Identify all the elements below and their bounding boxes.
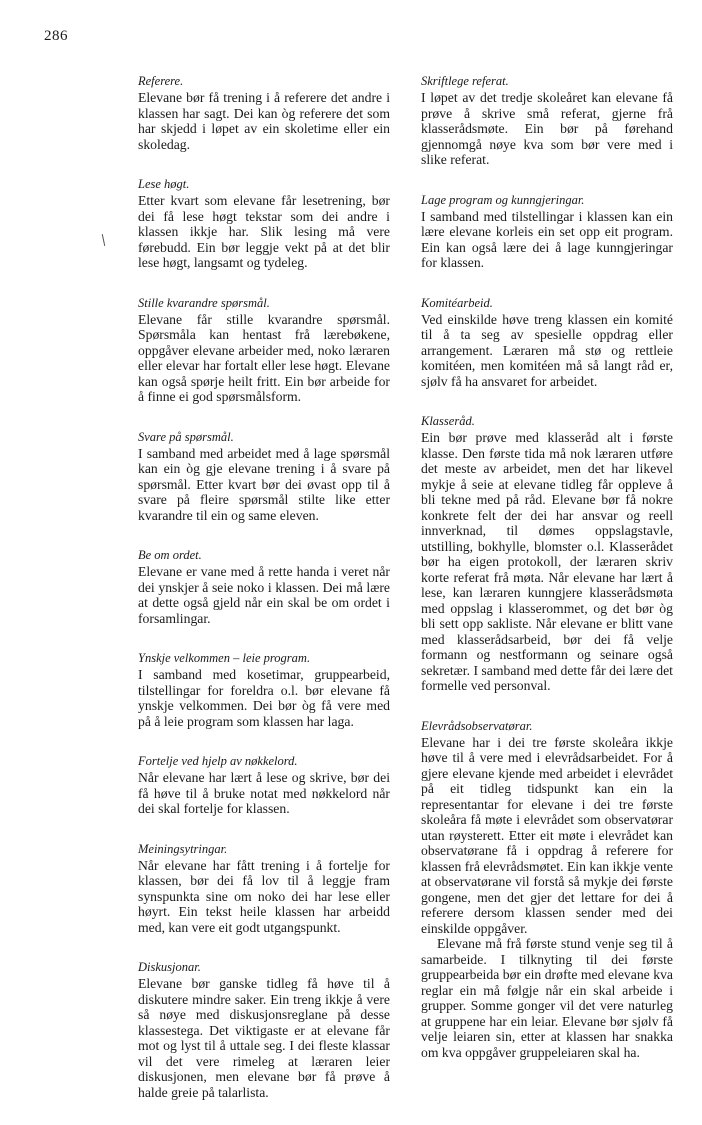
section-lese-hogt bbox=[138, 177, 390, 271]
section-title: Klasseråd. bbox=[421, 414, 475, 428]
section-title: Stille kvarandre spørsmål. bbox=[138, 295, 270, 310]
section-body bbox=[421, 430, 673, 694]
paragraph: Når elevane har lært å lese og skrive, bør dei få høve til å bruke notat med nøkkelord når dei skal fortelje for klassen. bbox=[138, 770, 390, 816]
paragraph: Elevane må frå første stund venje seg til å samarbeide. I tilknyting til dei første gruppearbeida bør ein drøfte med elevane kva reglar ein må følgje når ein skal arbeide i grupper. Somme gonger vil det vere naturleg at gruppene har ein leiar. Elevane bør sjølv få velje leiaren sin, etter at klassen har snakka om kva oppgåver gruppeleiaren skal ha. bbox=[421, 936, 673, 1060]
section-title: Referere. bbox=[138, 74, 184, 88]
section-lage-program bbox=[421, 193, 673, 271]
margin-pencil-mark bbox=[102, 234, 105, 246]
section-title: Elevrådsobservatørar. bbox=[421, 718, 533, 733]
paragraph: Elevane bør få trening i å referere det andre i klassen har sagt. Dei kan òg referere det som har skjedd i løpet av ein skoletime eller ein skoledag. bbox=[138, 90, 390, 152]
page-number: 286 bbox=[44, 28, 68, 44]
paragraph: I samband med arbeidet med å lage spørsmål kan ein òg gje elevane trening i å svare på spørsmål. Etter kvart bør dei øvast opp til å svare på fleire spørsmål stilte like etter kvarandre til ein og same eleven. bbox=[138, 445, 390, 523]
section-body bbox=[138, 858, 390, 936]
section-meiningsytringar bbox=[138, 842, 390, 936]
section-fortelje-nokkelord bbox=[138, 754, 390, 817]
section-referere bbox=[138, 74, 390, 152]
section-title: Lese høgt. bbox=[138, 177, 190, 191]
paragraph: Ved einskilde høve treng klassen ein komité til å ta seg av spesielle oppdrag eller arrangement. Læraren må stø og rettleie komitéen, men komitéen må så langt råd er, sjølv få ha ansvaret for arbeidet. bbox=[421, 311, 673, 389]
paragraph: Etter kvart som elevane får lesetrening, bør dei få lese høgt tekstar som dei andre i klassen ikkje har. Slik lesing må vere førebudd. Ein bør leggje vekt på at det blir lese høgt, langsamt og tydeleg. bbox=[138, 193, 390, 270]
paragraph: Ein bør prøve med klasseråd alt i første klasse. Den første tida må nok læraren utføre det meste av arbeidet, men det har likevel mykje å seie at elevane tidleg får oppleve å bli tekne med på råd. Elevane bør få nokre konkrete felt der dei har ansvar og reell innverknad, til dømes oppslagstavle, utstilling, bokhylle, blomster o.l. Klasserådet bør ha eigen protokoll, der læraren skriv korte referat frå møta. Når elevane har lært å lese, kan læraren kunngjere klasserådsmøta med oppslag i klasserommet, og det bør òg bli sett opp sakliste. Når elevane er blitt vane med klasserådsarbeid, bør dei få velje formann og nestformann og seinare også sekretær. I samband med dette får dei lære det formelle ved personval. bbox=[421, 430, 673, 693]
section-title: Fortelje ved hjelp av nøkkelord. bbox=[138, 754, 298, 768]
section-be-om-ordet bbox=[138, 548, 390, 626]
paragraph: Elevane får stille kvarandre spørsmål. Spørsmåla kan hentast frå lærebøkene, oppgåver elevane arbeider med, noko læraren eller elevar har fortalt eller lese høgt. Elevane kan også spørje heilt fritt. Ein bør arbeide for å finne ei god spørsmålsform. bbox=[138, 311, 390, 404]
section-title: Be om ordet. bbox=[138, 548, 202, 562]
section-body bbox=[138, 446, 390, 524]
paragraph: I samband med tilstellingar i klassen kan ein lære elevane korleis ein set opp eit program. Ein kan også lære dei å lage kunngjeringar for klassen. bbox=[421, 208, 673, 270]
section-body bbox=[138, 976, 390, 1100]
paragraph: Elevane er vane med å rette handa i veret når dei ynskjer å seie noko i klassen. Dei må lære at dette også gjeld når ein skal be om ordet i forsamlingar. bbox=[138, 564, 390, 626]
section-stille-sporsmal bbox=[138, 296, 390, 405]
section-title: Meiningsytringar. bbox=[138, 841, 228, 856]
section-elevradsobservatorar bbox=[421, 719, 673, 1061]
section-klasserad bbox=[421, 414, 673, 694]
paragraph: Når elevane har fått trening i å fortelje for klassen, bør dei få lov til å leggje fram synspunkta sine om noko dei har lese eller høyrt. Ein tekst heile klassen har arbeidd med, kan vere eit godt utgangspunkt. bbox=[138, 857, 390, 935]
section-ynskje-velkommen bbox=[138, 651, 390, 729]
section-body bbox=[138, 770, 390, 817]
section-body bbox=[421, 90, 673, 168]
section-title: Skriftlege referat. bbox=[421, 74, 509, 88]
section-komitearbeid bbox=[421, 296, 673, 390]
paragraph: Elevane har i dei tre første skoleåra ikkje høve til å vere med i elevrådsarbeidet. For å gjere elevane kjende med arbeidet i elevrådet på eit tidleg tidspunkt kan ein la representantar for elevane i dei tre første skoleåra få møte i elevrådet som observatørar utan røysterett. Etter eit møte i elevrådet kan observatørane få i oppdrag å referere for klassen frå elevrådsmøtet. Ein kan ikkje vente at observatørane vil forstå så mykje dei første gongene, men det gjer det lettare for dei å referere dersom klassen sender med dei einskilde oppgåver. bbox=[421, 734, 673, 936]
section-title: Lage program og kunngjeringar. bbox=[421, 192, 585, 207]
section-title: Diskusjonar. bbox=[138, 960, 201, 974]
section-title: Ynskje velkommen – leie program. bbox=[138, 651, 311, 665]
section-body bbox=[421, 312, 673, 390]
section-body bbox=[138, 667, 390, 729]
section-body bbox=[138, 193, 390, 271]
section-body bbox=[138, 312, 390, 405]
right-column bbox=[421, 74, 673, 1085]
section-diskusjonar bbox=[138, 960, 390, 1100]
paragraph: I samband med kosetimar, gruppearbeid, tilstellingar for foreldra o.l. bør elevane få ynskje velkommen. Dei bør òg få vere med på å leie program som klassen har laga. bbox=[138, 667, 390, 729]
paragraph: I løpet av det tredje skoleåret kan elevane få prøve å skrive små referat, gjerne frå klasserådsmøte. Ein bør på førehand gjennomgå nøye kva som bør vere med i slike referat. bbox=[421, 90, 673, 167]
left-column bbox=[138, 74, 390, 1125]
section-body bbox=[421, 209, 673, 271]
section-body bbox=[138, 90, 390, 152]
paragraph: Elevane bør ganske tidleg få høve til å diskutere mindre saker. Ein treng ikkje å vere så nøye med diskusjonsreglane på desse klassestega. Det viktigaste er at elevane får mot og lyst til å uttale seg. I dei fleste klassar vil det vere rimeleg at læraren leier diskusjonen, men elevane bør få prøve å halde greie på talarlista. bbox=[138, 976, 390, 1100]
section-title: Komitéarbeid. bbox=[421, 295, 493, 310]
section-body bbox=[138, 564, 390, 626]
section-svare-sporsmal bbox=[138, 430, 390, 524]
section-skriftlege-referat bbox=[421, 74, 673, 168]
section-title: Svare på spørsmål. bbox=[138, 429, 234, 444]
section-body bbox=[421, 735, 673, 1061]
